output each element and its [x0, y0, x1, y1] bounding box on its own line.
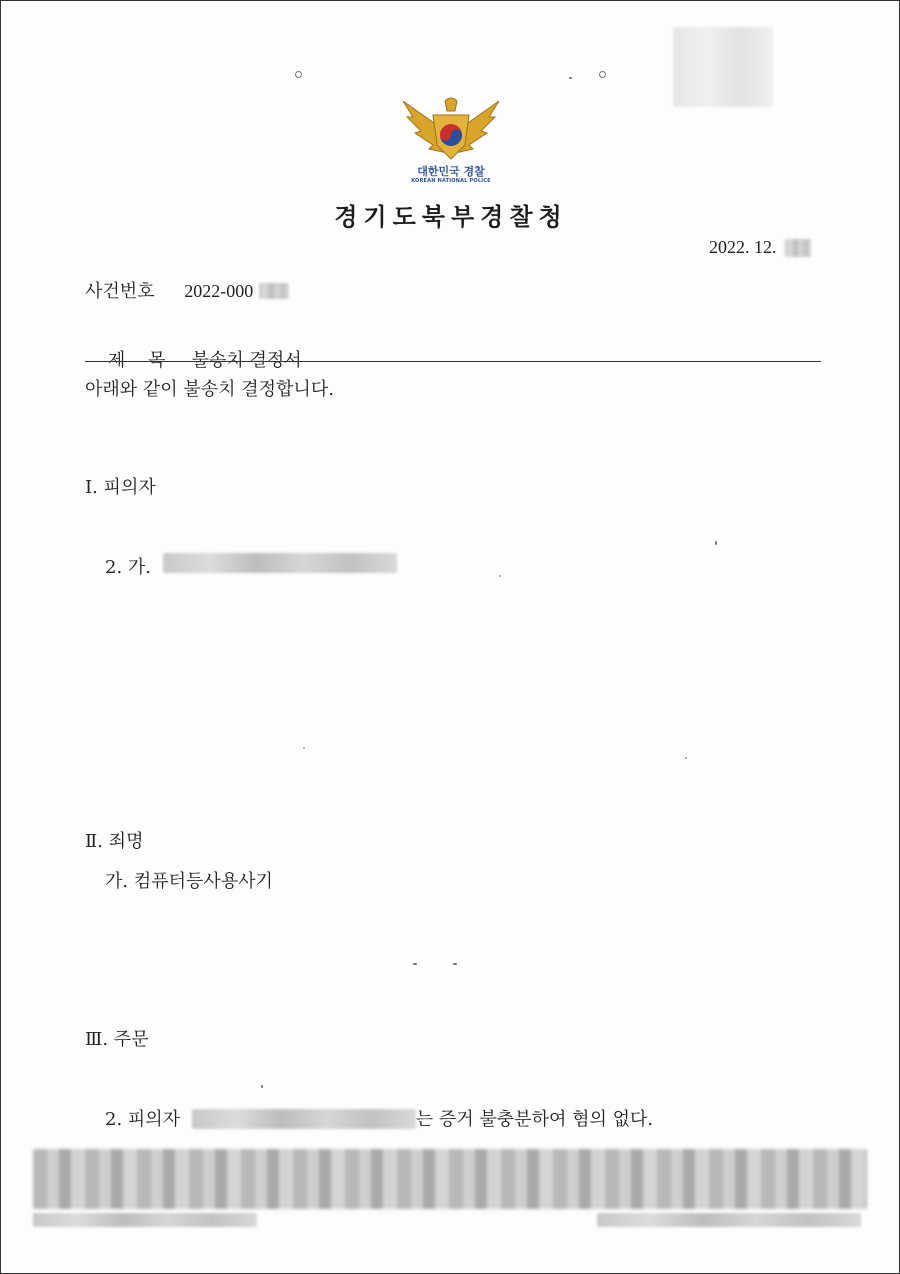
scan-speck — [303, 747, 305, 749]
header-divider — [85, 361, 821, 362]
scan-speck — [569, 77, 572, 79]
section-suspect-heading: Ⅰ. 피의자 — [85, 477, 156, 498]
redacted-day — [785, 239, 811, 257]
charge-item: 가. 컴퓨터등사용사기 — [105, 871, 273, 892]
scan-speck — [453, 963, 457, 965]
date-text: 2022. 12. — [709, 237, 777, 257]
organization-title: 경기도북부경찰청 — [334, 202, 568, 231]
order-item-prefix: 2. 피의자 — [105, 1109, 181, 1130]
police-emblem — [399, 95, 503, 187]
redacted-case-number — [259, 283, 289, 299]
case-number-value: 2022-000 — [184, 281, 254, 301]
subject-label: 제 목 — [107, 350, 166, 371]
emblem-name-ko: 대한민국 경찰 — [417, 165, 485, 178]
case-number-row — [85, 277, 289, 303]
korean-national-police-emblem-icon — [399, 95, 503, 165]
scan-speck — [413, 963, 417, 965]
scan-speck — [715, 541, 717, 545]
intro-text: 아래와 같이 불송치 결정합니다. — [85, 379, 334, 400]
case-number-label: 사건번호 — [85, 281, 155, 302]
redacted-footer-block — [33, 1149, 867, 1209]
scan-speck — [599, 71, 606, 78]
order-item — [105, 1105, 653, 1131]
redacted-stamp — [673, 27, 773, 107]
scan-speck — [685, 757, 687, 759]
subject-value: 불송치 결정서 — [191, 350, 302, 371]
section-order-heading: Ⅲ. 주문 — [85, 1029, 149, 1050]
redacted-suspect-info — [163, 553, 397, 573]
scan-speck — [261, 1085, 263, 1088]
redacted-footer-right — [597, 1213, 861, 1227]
emblem-name-en: KOREAN NATIONAL POLICE — [411, 178, 491, 184]
document-date — [709, 237, 811, 258]
section-charge-heading: Ⅱ. 죄명 — [85, 831, 144, 852]
redacted-suspect-name — [192, 1109, 416, 1129]
order-item-suffix: 는 증거 불충분하여 혐의 없다. — [415, 1109, 654, 1130]
redacted-footer-left — [33, 1213, 257, 1227]
suspect-item — [105, 553, 151, 579]
scan-speck — [499, 575, 501, 577]
scan-speck — [295, 71, 302, 78]
suspect-item-label: 2. 가. — [105, 557, 152, 578]
